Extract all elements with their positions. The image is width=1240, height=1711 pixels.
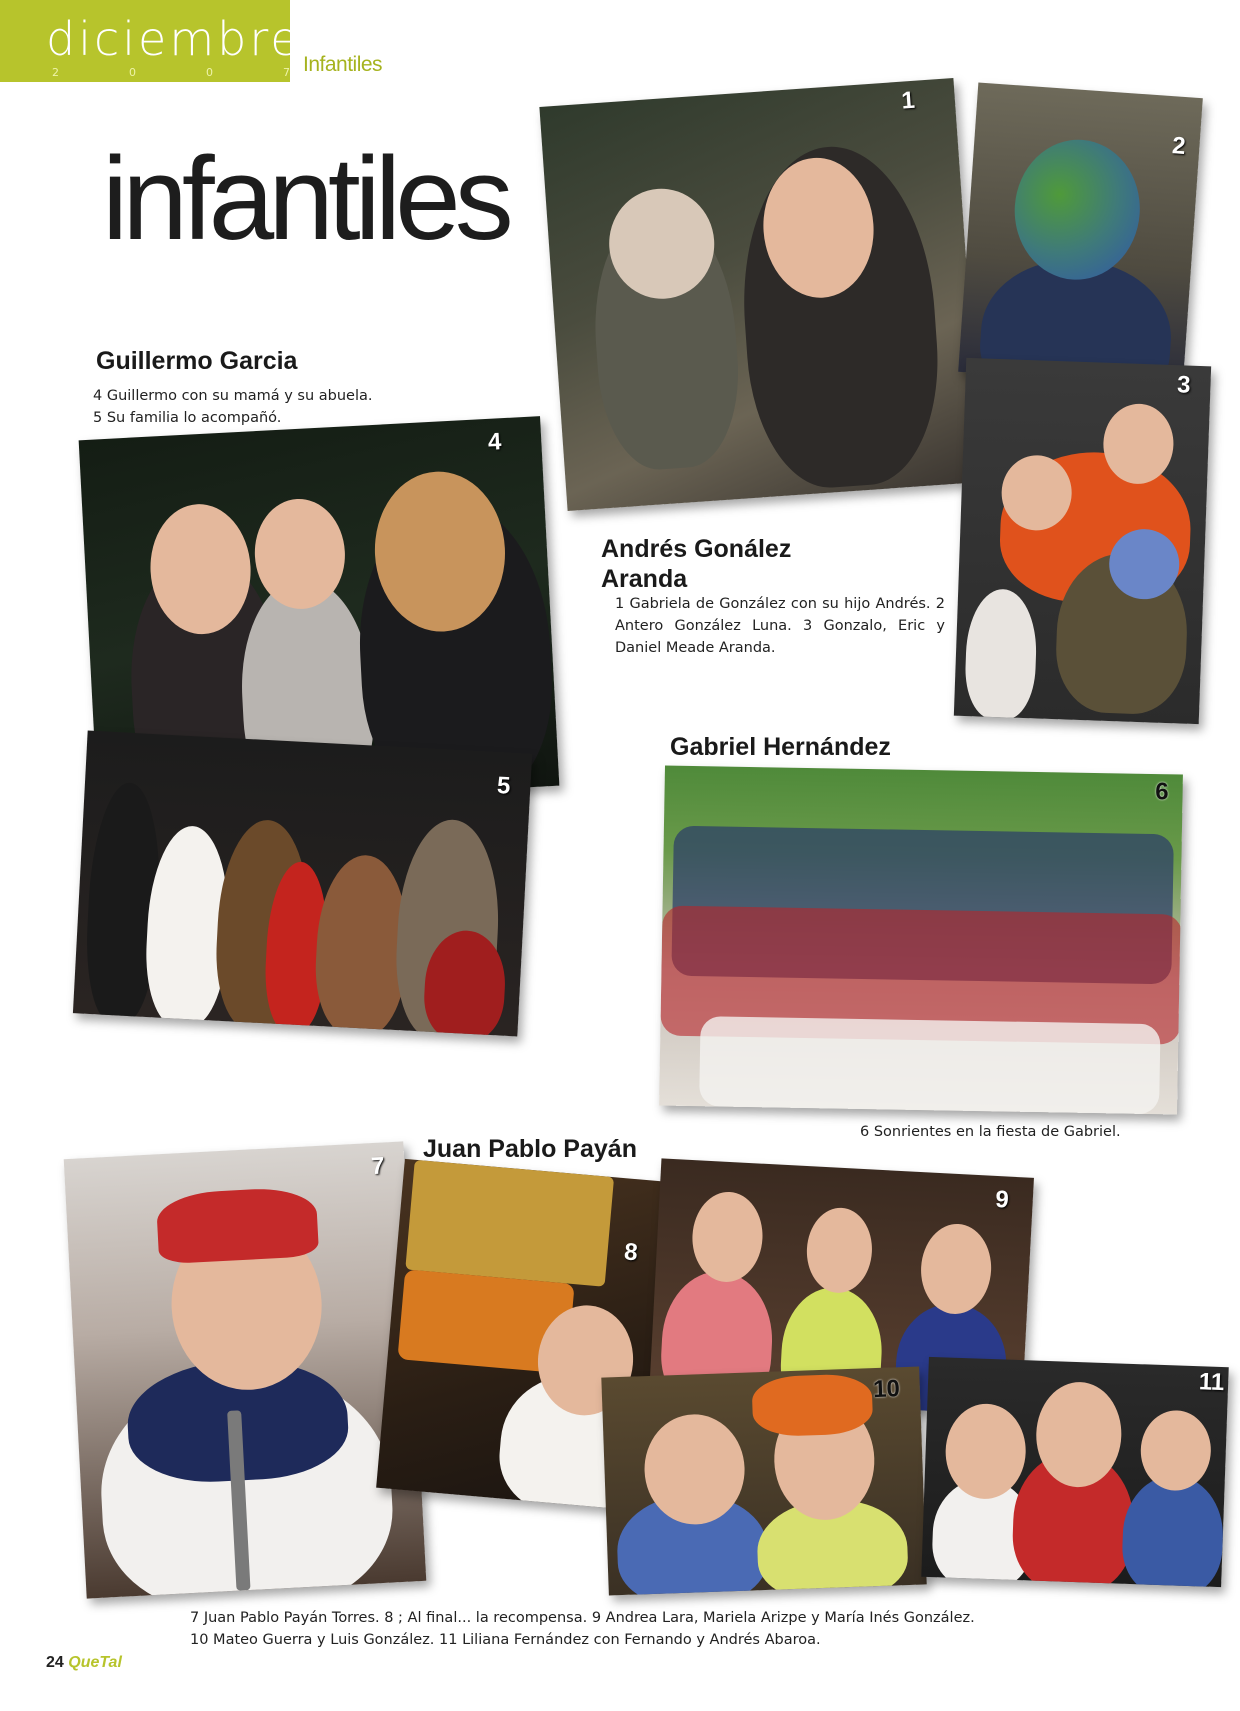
photo-number: 8	[623, 1238, 639, 1267]
photo-number: 1	[900, 86, 916, 115]
heading-line: Aranda	[601, 565, 688, 593]
page-title: infantiles	[102, 133, 508, 265]
photo-10	[601, 1367, 926, 1596]
photo-5	[73, 731, 532, 1037]
photo-2	[958, 83, 1203, 388]
photo-number: 2	[1171, 132, 1187, 161]
caption-line: 5 Su familia lo acompañó.	[93, 409, 282, 426]
year-digit: 0	[206, 66, 215, 79]
photo-11	[921, 1357, 1228, 1587]
caption-line: 4 Guillermo con su mamá y su abuela.	[93, 388, 373, 404]
year-digit: 7	[283, 66, 292, 79]
photo-number: 10	[872, 1375, 901, 1404]
photo-number: 11	[1198, 1368, 1225, 1397]
magazine-logo: QueTal	[68, 1654, 122, 1671]
story-caption	[190, 1608, 1162, 1652]
caption-line: 7 Juan Pablo Payán Torres. 8 ; Al final... la recompensa. 9 Andrea Lara, Mariela Arizpe y María Inés González.	[190, 1610, 975, 1626]
photo-number: 3	[1176, 371, 1191, 399]
photo-number: 6	[1155, 778, 1169, 806]
year-digits	[52, 66, 292, 79]
month-label: diciembre	[46, 12, 302, 66]
photo-1	[539, 78, 981, 511]
photo-number: 7	[370, 1152, 386, 1181]
heading-line: Andrés Gonález	[601, 535, 792, 563]
page-number: 24	[46, 1654, 64, 1671]
photo-3	[954, 358, 1211, 724]
story-heading: Gabriel Hernández	[670, 733, 891, 761]
story-caption	[93, 386, 433, 430]
photo-number: 4	[487, 428, 502, 456]
year-digit: 0	[129, 66, 138, 79]
story-heading: Guillermo Garcia	[96, 347, 298, 375]
page-footer	[46, 1654, 122, 1672]
photo-number: 5	[496, 772, 512, 800]
story-caption: 6 Sonrientes en la fiesta de Gabriel.	[860, 1124, 1121, 1140]
story-heading: Juan Pablo Payán	[423, 1135, 637, 1163]
photo-6	[659, 766, 1183, 1115]
year-digit: 2	[52, 66, 61, 79]
story-heading	[601, 534, 791, 594]
section-label: Infantiles	[303, 53, 383, 76]
photo-7	[64, 1141, 427, 1598]
caption-line: 10 Mateo Guerra y Luis González. 11 Liliana Fernández con Fernando y Andrés Abaroa.	[190, 1631, 821, 1648]
story-caption: 1 Gabriela de González con su hijo Andrés. 2 Antero González Luna. 3 Gonzalo, Eric y Daniel Meade Aranda.	[615, 596, 945, 656]
photo-number: 9	[994, 1185, 1010, 1214]
